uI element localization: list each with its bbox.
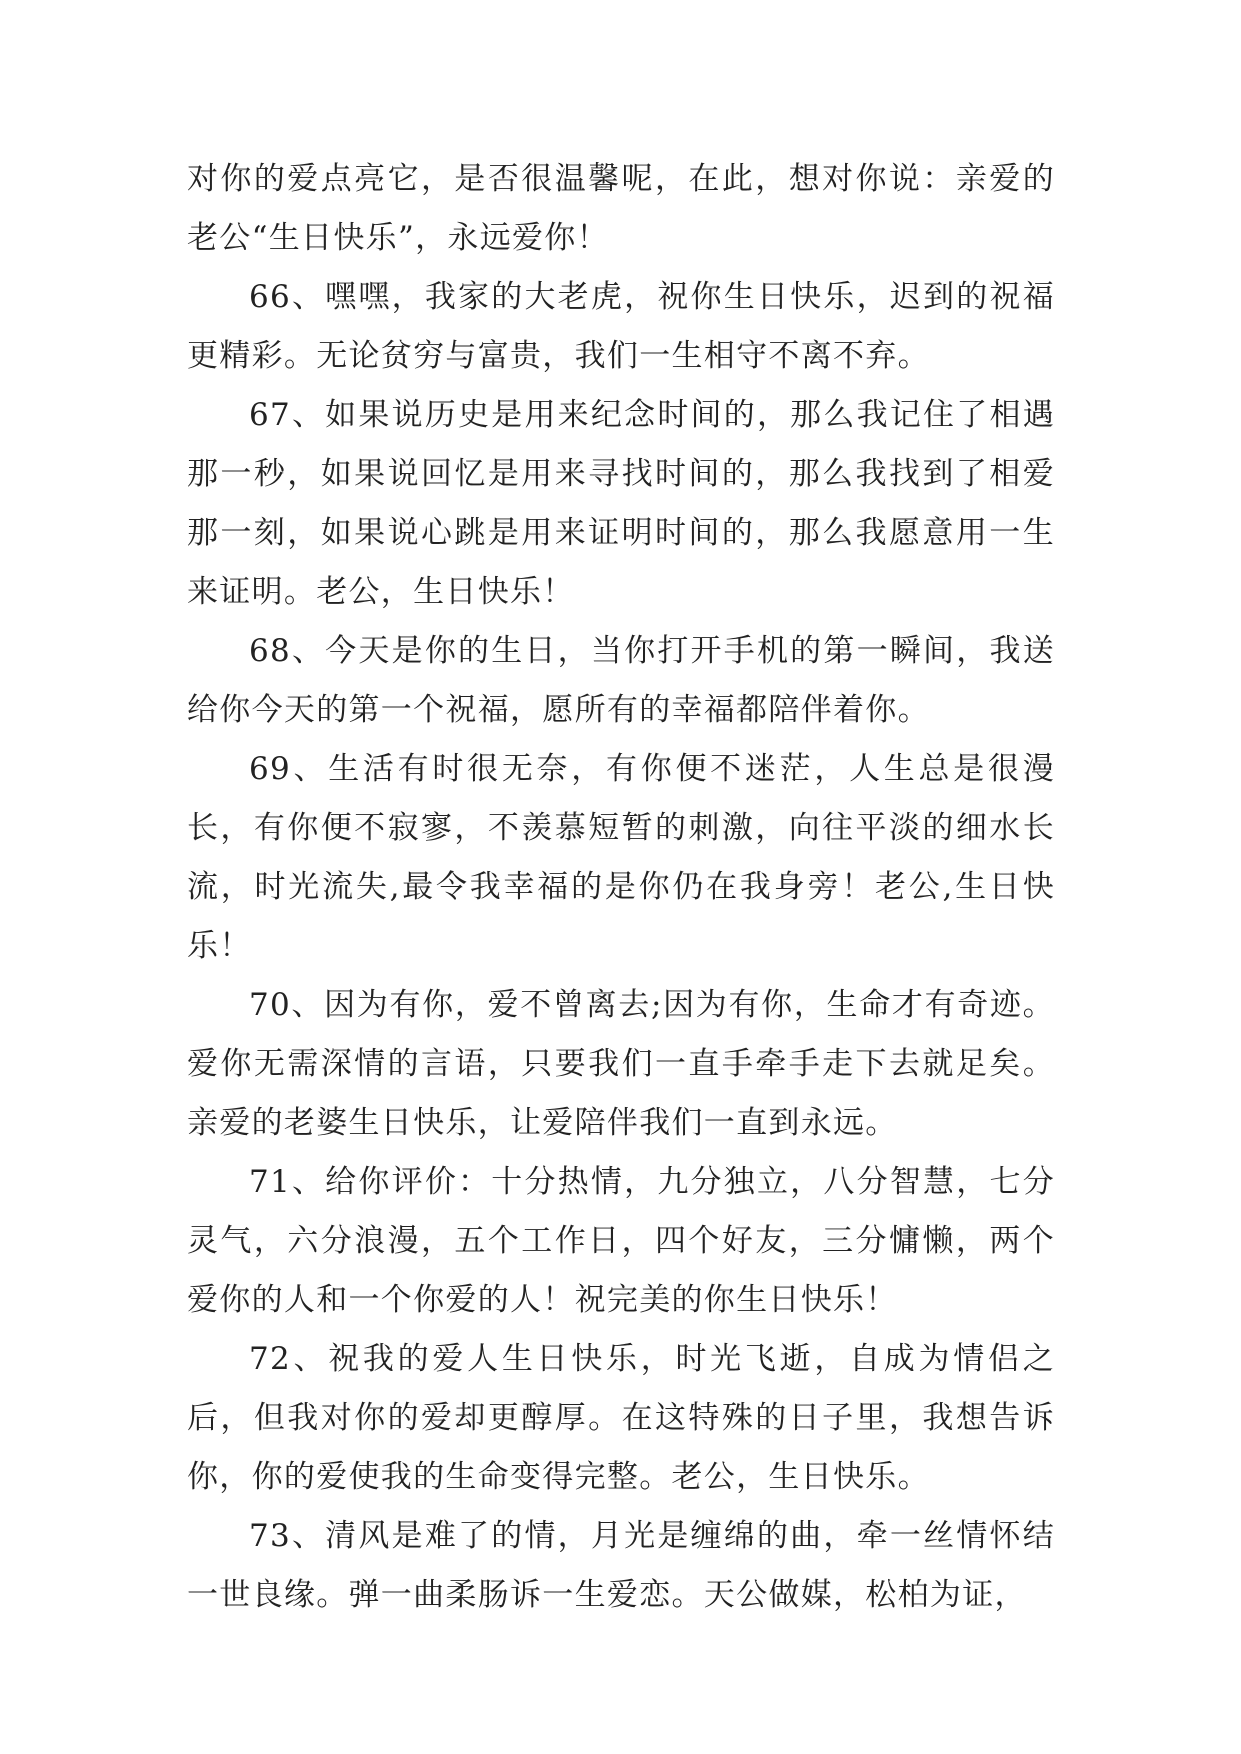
paragraph-continuation: 对你的爱点亮它，是否很温馨呢，在此，想对你说：亲爱的老公“生日快乐”，永远爱你！	[187, 161, 1055, 256]
paragraph-72: 72、祝我的爱人生日快乐，时光飞逝，自成为情侣之后，但我对你的爱却更醇厚。在这特殊的日子里，我想告诉你，你的爱使我的生命变得完整。老公，生日快乐。	[187, 1341, 1055, 1495]
paragraph-68: 68、今天是你的生日，当你打开手机的第一瞬间，我送给你今天的第一个祝福，愿所有的幸福都陪伴着你。	[187, 633, 1055, 728]
paragraph-66: 66、嘿嘿，我家的大老虎，祝你生日快乐，迟到的祝福更精彩。无论贫穷与富贵，我们一生相守不离不弃。	[187, 279, 1055, 374]
paragraph-69: 69、生活有时很无奈，有你便不迷茫，人生总是很漫长，有你便不寂寥，不羡慕短暂的刺激，向往平淡的细水长流，时光流失,最令我幸福的是你仍在我身旁！老公,生日快乐！	[187, 751, 1055, 964]
paragraph-71: 71、给你评价：十分热情，九分独立，八分智慧，七分灵气，六分浪漫，五个工作日，四个好友，三分慵懒，两个爱你的人和一个你爱的人！祝完美的你生日快乐！	[187, 1164, 1055, 1318]
paragraph-70: 70、因为有你，爱不曾离去;因为有你，生命才有奇迹。爱你无需深情的言语，只要我们一直手牵手走下去就足矣。亲爱的老婆生日快乐，让爱陪伴我们一直到永远。	[187, 987, 1055, 1141]
paragraph-67: 67、如果说历史是用来纪念时间的，那么我记住了相遇那一秒，如果说回忆是用来寻找时间的，那么我找到了相爱那一刻，如果说心跳是用来证明时间的，那么我愿意用一生来证明。老公，生日快乐！	[187, 397, 1055, 610]
document-page	[187, 150, 1055, 1625]
paragraph-73: 73、清风是难了的情，月光是缠绵的曲，牵一丝情怀结一世良缘。弹一曲柔肠诉一生爱恋。天公做媒，松柏为证，	[187, 1518, 1055, 1613]
